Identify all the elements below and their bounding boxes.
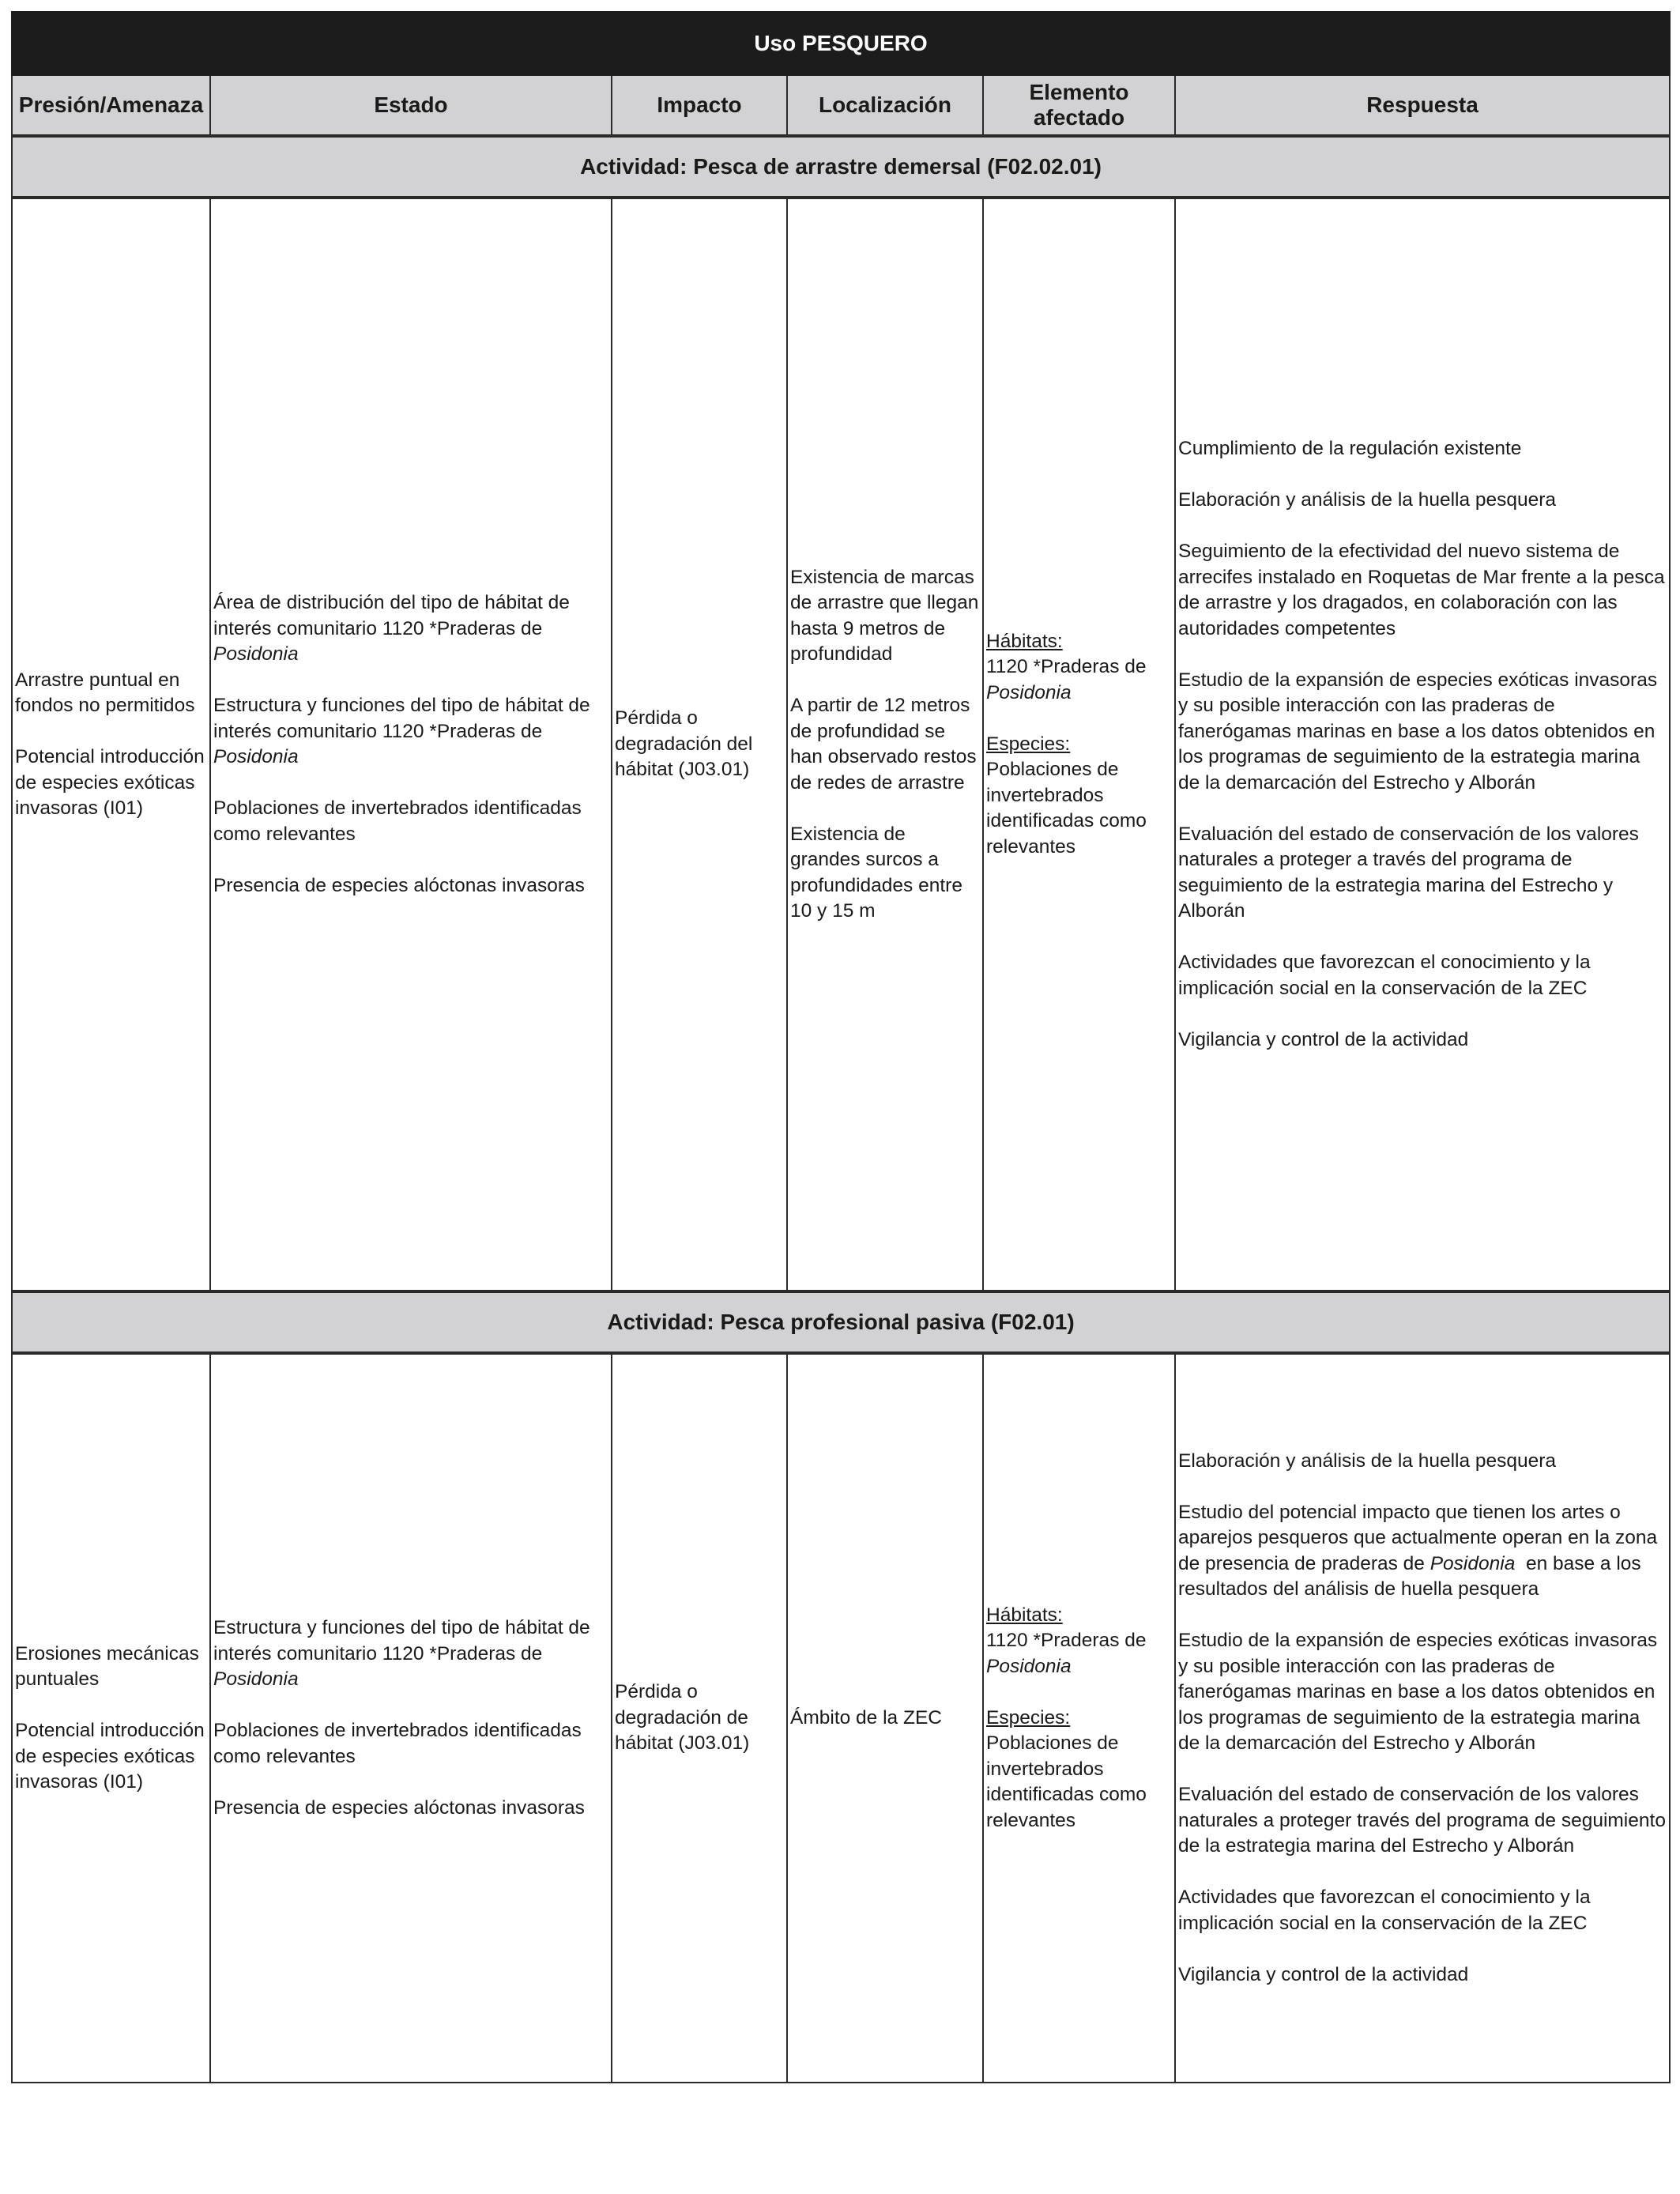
table-title-row <box>12 12 1670 75</box>
section-heading-row <box>12 1291 1670 1353</box>
localizacion-cell <box>787 198 983 1291</box>
localizacion-item: A partir de 12 metros de profundidad se han observado restos de redes de arrastre <box>790 695 977 794</box>
respuesta-item: Evaluación del estado de conservación de los valores naturales a proteger través del programa de seguimiento de la estrategia marina del Estrecho y Alborán <box>1178 1784 1666 1857</box>
column-header-impacto: Impacto <box>612 75 787 136</box>
presion-item: Erosiones mecánicas puntuales <box>15 1642 199 1690</box>
table-row <box>12 1353 1670 2083</box>
column-header-presion: Presión/Amenaza <box>12 75 210 136</box>
impacto-cell <box>612 1353 787 2083</box>
presion-item: Arrastre puntual en fondos no permitidos <box>15 669 195 716</box>
localizacion-item: Ámbito de la ZEC <box>790 1706 942 1728</box>
localizacion-item: Existencia de marcas de arrastre que llegan hasta 9 metros de profundidad <box>790 566 979 665</box>
especies-label: Especies: <box>986 1706 1071 1728</box>
estado-item: Presencia de especies alóctonas invasoras <box>213 874 585 896</box>
presion-cell <box>12 198 210 1291</box>
respuesta-item: Estudio del potencial impacto que tienen los artes o aparejos pesqueros que actualmente operan en la zona de presencia de praderas de Posidonia en base a los resultados del análisis de huella pesquera <box>1178 1501 1658 1600</box>
habitats-block: Hábitats: 1120 *Praderas de Posidonia <box>986 630 1147 703</box>
uso-pesquero-table <box>11 11 1671 2083</box>
respuesta-item: Actividades que favorezcan el conocimiento y la implicación social en la conservación de la ZEC <box>1178 1887 1591 1934</box>
column-header-estado: Estado <box>210 75 612 136</box>
localizacion-item: Existencia de grandes surcos a profundidades entre 10 y 15 m <box>790 823 962 922</box>
habitats-label: Hábitats: <box>986 630 1063 652</box>
presion-item: Potencial introducción de especies exóticas invasoras (I01) <box>15 746 205 819</box>
respuesta-cell <box>1175 198 1670 1291</box>
column-header-row <box>12 75 1670 136</box>
habitats-label: Hábitats: <box>986 1604 1063 1626</box>
estado-item: Área de distribución del tipo de hábitat de interés comunitario 1120 *Praderas de Posidonia <box>213 592 570 665</box>
especies-label: Especies: <box>986 733 1071 755</box>
respuesta-item: Estudio de la expansión de especies exóticas invasoras y su posible interacción con las praderas de fanerógamas marinas en base a los datos obtenidos en los programas de seguimiento de la estrategia marina de la demarcación del Estrecho y Alborán <box>1178 669 1658 794</box>
respuesta-item: Seguimiento de la efectividad del nuevo sistema de arrecifes instalado en Roquetas de Mar frente a la pesca de arrastre y los dragados, en colaboración con las autoridades competentes <box>1178 541 1665 639</box>
estado-item: Presencia de especies alóctonas invasoras <box>213 1796 585 1819</box>
respuesta-item: Vigilancia y control de la actividad <box>1178 1028 1469 1050</box>
table-title: Uso PESQUERO <box>12 12 1670 75</box>
section-heading-row <box>12 136 1670 198</box>
elemento-cell <box>983 1353 1175 2083</box>
estado-item: Poblaciones de invertebrados identificadas como relevantes <box>213 797 582 845</box>
respuesta-cell <box>1175 1353 1670 2083</box>
impacto-text: Pérdida o degradación de hábitat (J03.01) <box>615 1681 750 1755</box>
estado-item: Estructura y funciones del tipo de hábitat de interés comunitario 1120 *Praderas de Posidonia <box>213 1617 590 1690</box>
respuesta-item: Vigilancia y control de la actividad <box>1178 1963 1469 1985</box>
column-header-respuesta: Respuesta <box>1175 75 1670 136</box>
estado-item: Estructura y funciones del tipo de hábitat de interés comunitario 1120 *Praderas de Posidonia <box>213 695 590 767</box>
localizacion-cell <box>787 1353 983 2083</box>
impacto-text: Pérdida o degradación del hábitat (J03.01) <box>615 707 753 781</box>
habitats-block: Hábitats: 1120 *Praderas de Posidonia <box>986 1604 1147 1677</box>
section-heading: Actividad: Pesca profesional pasiva (F02.01) <box>12 1291 1670 1353</box>
respuesta-item: Actividades que favorezcan el conocimiento y la implicación social en la conservación de la ZEC <box>1178 952 1591 999</box>
presion-item: Potencial introducción de especies exóticas invasoras (I01) <box>15 1720 205 1793</box>
impacto-cell <box>612 198 787 1291</box>
table-row <box>12 198 1670 1291</box>
estado-cell <box>210 198 612 1291</box>
estado-cell <box>210 1353 612 2083</box>
respuesta-item: Cumplimiento de la regulación existente <box>1178 438 1522 459</box>
estado-item: Poblaciones de invertebrados identificadas como relevantes <box>213 1720 582 1767</box>
presion-cell <box>12 1353 210 2083</box>
especies-block: Especies: Poblaciones de invertebrados identificadas como relevantes <box>986 733 1147 858</box>
respuesta-item: Estudio de la expansión de especies exóticas invasoras y su posible interacción con las praderas de fanerógamas marinas en base a los datos obtenidos en los programas de seguimiento de la estrategia marina de la demarcación del Estrecho y Alborán <box>1178 1630 1658 1755</box>
section-heading: Actividad: Pesca de arrastre demersal (F02.02.01) <box>12 136 1670 198</box>
especies-block: Especies: Poblaciones de invertebrados identificadas como relevantes <box>986 1706 1147 1831</box>
respuesta-item: Elaboración y análisis de la huella pesquera <box>1178 489 1557 511</box>
column-header-localizacion: Localización <box>787 75 983 136</box>
respuesta-item: Elaboración y análisis de la huella pesquera <box>1178 1449 1557 1472</box>
respuesta-item: Evaluación del estado de conservación de los valores naturales a proteger a través del programa de seguimiento de la estrategia marina del Estrecho y Alborán <box>1178 823 1639 922</box>
elemento-cell <box>983 198 1175 1291</box>
column-header-elemento: Elemento afectado <box>983 75 1175 136</box>
